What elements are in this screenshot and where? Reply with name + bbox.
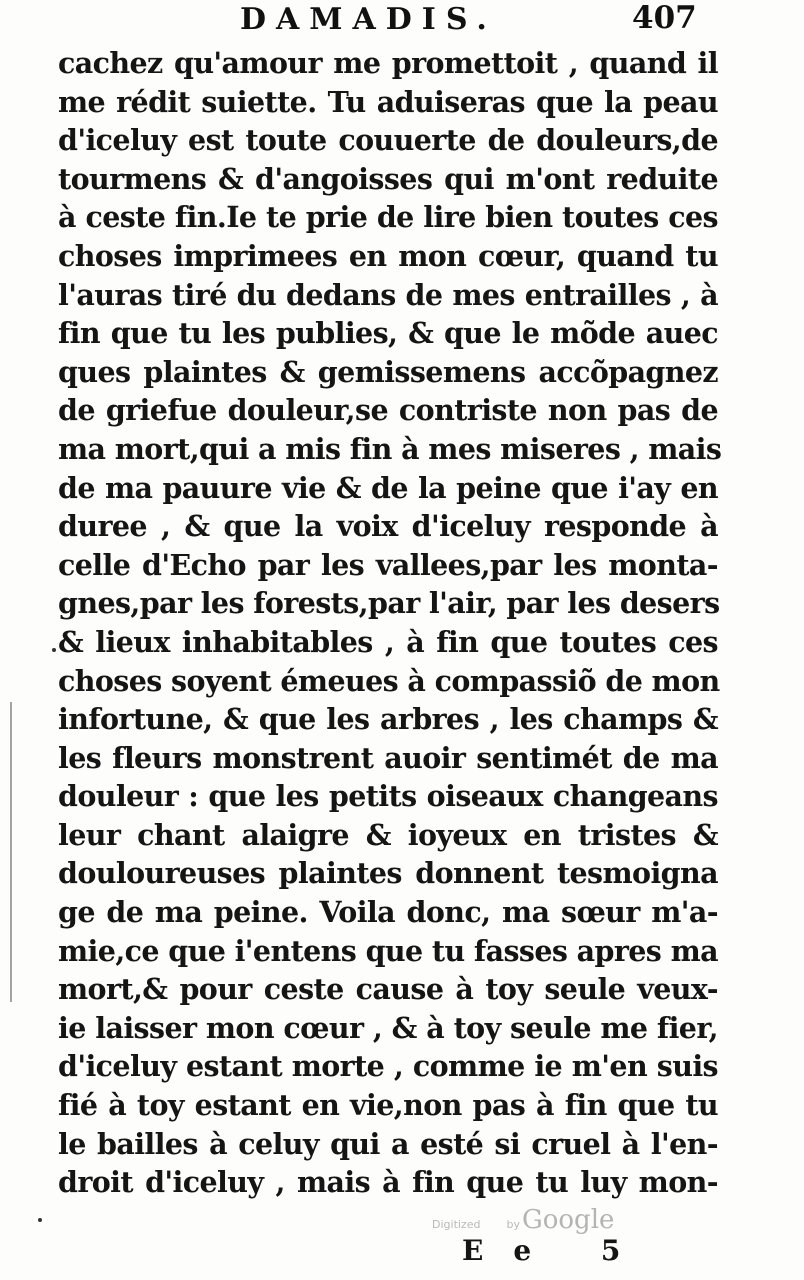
text-line: d'iceluy estant morte , comme ie m'en suis <box>58 1049 718 1084</box>
signature-mark: Ee 5 <box>462 1234 651 1267</box>
text-line: mort,& pour ceste cause à toy seule veux- <box>58 972 718 1007</box>
text-line: fin que tu les publies, & que le mõde auec <box>58 316 718 351</box>
text-line: droit d'iceluy , mais à fin que tu luy mon- <box>58 1165 718 1200</box>
text-line: infortune, & que les arbres , les champs & <box>58 702 718 737</box>
text-line: & lieux inhabitables , à fin que toutes ces <box>58 624 718 659</box>
text-line: mie,ce que i'entens que tu fasses apres ma <box>58 933 718 968</box>
text-line: à ceste fin.Ie te prie de lire bien toutes ces <box>58 200 718 235</box>
text-line: choses imprimees en mon cœur, quand tu <box>58 238 718 273</box>
ink-speck <box>52 648 56 652</box>
ink-speck <box>38 1218 42 1222</box>
body-text <box>58 44 722 1202</box>
page-number: 407 <box>632 0 697 36</box>
text-line: ques plaintes & gemissemens accõpagnez <box>58 354 718 389</box>
running-title: DAMADIS. <box>240 2 497 37</box>
text-line: douleur : que les petits oiseaux changeans <box>58 779 718 814</box>
page-header <box>0 0 804 40</box>
text-line: celle d'Echo par les vallees,par les monta- <box>58 547 718 582</box>
watermark-digitized-label: Digitized <box>432 1218 481 1231</box>
text-line: me rédit suiette. Tu aduiseras que la peau <box>58 84 718 119</box>
text-line: tourmens & d'angoisses qui m'ont reduite <box>58 161 718 196</box>
margin-scan-mark <box>10 702 12 1002</box>
watermark-by-label: by <box>506 1218 520 1231</box>
text-line: fié à toy estant en vie,non pas à fin que tu <box>58 1088 718 1123</box>
digitized-watermark <box>432 1205 614 1235</box>
text-line: ma mort,qui a mis fin à mes miseres , mais <box>58 431 722 466</box>
text-line: douloureuses plaintes donnent tesmoigna <box>58 856 718 891</box>
text-line: ge de ma peine. Voila donc, ma sœur m'a- <box>58 895 718 930</box>
watermark-brand-logo: Google <box>521 1205 615 1235</box>
text-line: les fleurs monstrent auoir sentimét de ma <box>58 740 718 775</box>
text-line: de ma pauure vie & de la peine que i'ay en <box>58 470 718 505</box>
text-line: gnes,par les forests,par l'air, par les desers <box>58 586 720 621</box>
text-line: l'auras tiré du dedans de mes entrailles , à <box>58 277 718 312</box>
text-line: de griefue douleur,se contriste non pas de <box>58 393 718 428</box>
text-line: duree , & que la voix d'iceluy responde à <box>58 509 718 544</box>
text-line: ie laisser mon cœur , & à toy seule me fier, <box>58 1010 718 1045</box>
text-line: leur chant alaigre & ioyeux en tristes & <box>58 817 718 852</box>
text-line: d'iceluy est toute couuerte de douleurs,de <box>58 123 718 158</box>
text-line: choses soyent émeues à compassiõ de mon <box>58 663 720 698</box>
text-line: le bailles à celuy qui a esté si cruel à l'en- <box>58 1126 718 1161</box>
text-line: cachez qu'amour me promettoit , quand il <box>58 46 718 80</box>
